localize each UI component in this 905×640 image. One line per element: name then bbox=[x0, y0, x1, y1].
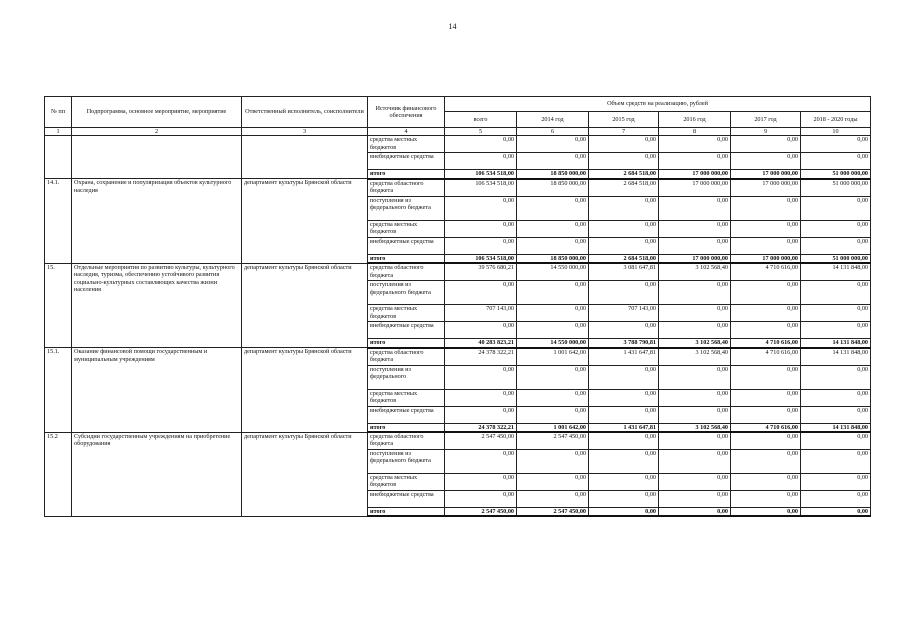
amount-cell: 0,00 bbox=[731, 281, 801, 305]
amount-cell: 0,00 bbox=[659, 450, 731, 474]
header-source: Источник финансового обеспечения bbox=[368, 97, 445, 128]
amount-cell: 707 143,00 bbox=[445, 305, 517, 322]
amount-cell: 0,00 bbox=[731, 406, 801, 423]
year-header: 2018 - 2020 годы bbox=[801, 112, 871, 128]
column-index: 8 bbox=[659, 128, 731, 136]
amount-cell: 1 001 642,00 bbox=[517, 423, 589, 432]
amount-cell: 0,00 bbox=[731, 432, 801, 450]
amount-cell: 0,00 bbox=[445, 491, 517, 508]
amount-cell: 0,00 bbox=[731, 196, 801, 220]
column-index: 4 bbox=[368, 128, 445, 136]
amount-cell: 14 131 848,00 bbox=[801, 348, 871, 366]
amount-cell: 0,00 bbox=[589, 237, 659, 254]
amount-cell: 0,00 bbox=[445, 474, 517, 491]
amount-cell: 17 000 000,00 bbox=[659, 254, 731, 263]
funding-source: средства местных бюджетов bbox=[368, 136, 445, 153]
amount-cell: 0,00 bbox=[731, 220, 801, 237]
amount-cell: 4 710 616,00 bbox=[731, 423, 801, 432]
funding-source: средства областного бюджета bbox=[368, 432, 445, 450]
amount-cell: 24 378 322,21 bbox=[445, 348, 517, 366]
column-index: 9 bbox=[731, 128, 801, 136]
amount-cell: 0,00 bbox=[517, 389, 589, 406]
amount-cell: 0,00 bbox=[731, 474, 801, 491]
amount-cell: 0,00 bbox=[517, 406, 589, 423]
funding-source: поступления из федерального бюджета bbox=[368, 196, 445, 220]
table-row bbox=[45, 136, 871, 153]
amount-cell: 2 684 518,00 bbox=[589, 254, 659, 263]
amount-cell: 0,00 bbox=[659, 237, 731, 254]
amount-cell: 0,00 bbox=[659, 196, 731, 220]
row-number: 15.1. bbox=[45, 348, 72, 432]
amount-cell: 18 850 000,00 bbox=[517, 254, 589, 263]
amount-cell: 0,00 bbox=[517, 491, 589, 508]
column-index: 7 bbox=[589, 128, 659, 136]
amount-cell: 0,00 bbox=[801, 196, 871, 220]
amount-cell: 39 576 680,21 bbox=[445, 263, 517, 281]
year-header: всего bbox=[445, 112, 517, 128]
amount-cell: 0,00 bbox=[589, 406, 659, 423]
amount-cell: 0,00 bbox=[589, 136, 659, 153]
amount-cell: 2 547 450,00 bbox=[517, 508, 589, 517]
amount-cell: 0,00 bbox=[659, 389, 731, 406]
year-header: 2014 год bbox=[517, 112, 589, 128]
amount-cell: 0,00 bbox=[589, 474, 659, 491]
amount-cell: 0,00 bbox=[445, 450, 517, 474]
column-index: 10 bbox=[801, 128, 871, 136]
amount-cell: 0,00 bbox=[445, 136, 517, 153]
amount-cell: 17 000 000,00 bbox=[731, 179, 801, 197]
amount-cell: 0,00 bbox=[445, 196, 517, 220]
amount-cell: 3 788 790,81 bbox=[589, 339, 659, 348]
row-executor bbox=[242, 136, 368, 179]
header-volume: Объем средств на реализацию, рублей bbox=[445, 97, 871, 112]
header-num: № пп bbox=[45, 97, 72, 128]
row-executor: департамент культуры Брянской области bbox=[242, 348, 368, 432]
amount-cell: 0,00 bbox=[589, 491, 659, 508]
amount-cell: 0,00 bbox=[731, 491, 801, 508]
amount-cell: 0,00 bbox=[801, 136, 871, 153]
amount-cell: 0,00 bbox=[659, 305, 731, 322]
amount-cell: 14 550 000,00 bbox=[517, 263, 589, 281]
amount-cell: 0,00 bbox=[801, 305, 871, 322]
funding-source: средства областного бюджета bbox=[368, 348, 445, 366]
amount-cell: 0,00 bbox=[589, 322, 659, 339]
amount-cell: 4 710 616,00 bbox=[731, 339, 801, 348]
amount-cell: 18 850 000,00 bbox=[517, 179, 589, 197]
row-title: Охрана, сохранение и популяризация объектов культурного наследия bbox=[72, 179, 242, 263]
amount-cell: 2 547 450,00 bbox=[445, 432, 517, 450]
amount-cell: 14 131 848,00 bbox=[801, 263, 871, 281]
amount-cell: 0,00 bbox=[801, 220, 871, 237]
amount-cell: 0,00 bbox=[445, 389, 517, 406]
funding-source: средства областного бюджета bbox=[368, 263, 445, 281]
row-number: 15. bbox=[45, 263, 72, 347]
amount-cell: 0,00 bbox=[517, 322, 589, 339]
row-title: Отдельные мероприятия по развитию культуры, культурного наследия, туризма, обеспечению устойчивого развития социально-культурных составляющих качества жизни населения bbox=[72, 263, 242, 347]
amount-cell: 0,00 bbox=[589, 508, 659, 517]
amount-cell: 14 131 848,00 bbox=[801, 423, 871, 432]
amount-cell: 0,00 bbox=[801, 365, 871, 389]
funding-source: внебюджетные средства bbox=[368, 237, 445, 254]
table-row bbox=[45, 432, 871, 450]
header-program: Подпрограмма, основное мероприятие, мероприятие bbox=[72, 97, 242, 128]
column-index: 5 bbox=[445, 128, 517, 136]
funding-source: средства местных бюджетов bbox=[368, 389, 445, 406]
amount-cell: 40 283 823,21 bbox=[445, 339, 517, 348]
amount-cell: 0,00 bbox=[589, 365, 659, 389]
amount-cell: 0,00 bbox=[659, 406, 731, 423]
amount-cell: 0,00 bbox=[731, 450, 801, 474]
amount-cell: 0,00 bbox=[801, 508, 871, 517]
amount-cell: 14 131 848,00 bbox=[801, 339, 871, 348]
amount-cell: 0,00 bbox=[517, 365, 589, 389]
amount-cell: 0,00 bbox=[731, 389, 801, 406]
row-number: 14.1. bbox=[45, 179, 72, 263]
amount-cell: 0,00 bbox=[731, 508, 801, 517]
amount-cell: 17 000 000,00 bbox=[731, 170, 801, 179]
year-header: 2016 год bbox=[659, 112, 731, 128]
amount-cell: 2 684 518,00 bbox=[589, 170, 659, 179]
amount-cell: 0,00 bbox=[659, 136, 731, 153]
amount-cell: 0,00 bbox=[659, 491, 731, 508]
funding-source: внебюджетные средства bbox=[368, 322, 445, 339]
amount-cell: 0,00 bbox=[659, 365, 731, 389]
funding-source: итого bbox=[368, 423, 445, 432]
amount-cell: 3 081 647,81 bbox=[589, 263, 659, 281]
amount-cell: 0,00 bbox=[445, 237, 517, 254]
column-index: 3 bbox=[242, 128, 368, 136]
row-title: Субсидии государственным учреждениям на приобретение оборудования bbox=[72, 432, 242, 516]
funding-source: итого bbox=[368, 170, 445, 179]
amount-cell: 0,00 bbox=[659, 322, 731, 339]
table-row bbox=[45, 263, 871, 281]
row-executor: департамент культуры Брянской области bbox=[242, 179, 368, 263]
amount-cell: 0,00 bbox=[801, 281, 871, 305]
amount-cell: 0,00 bbox=[589, 389, 659, 406]
amount-cell: 17 000 000,00 bbox=[731, 254, 801, 263]
table-header bbox=[45, 97, 871, 136]
funding-source: поступления из федерального bbox=[368, 365, 445, 389]
amount-cell: 0,00 bbox=[801, 322, 871, 339]
row-title bbox=[72, 136, 242, 179]
amount-cell: 0,00 bbox=[589, 196, 659, 220]
amount-cell: 17 000 000,00 bbox=[659, 170, 731, 179]
amount-cell: 17 000 000,00 bbox=[659, 179, 731, 197]
amount-cell: 106 534 518,00 bbox=[445, 170, 517, 179]
amount-cell: 1 431 647,81 bbox=[589, 423, 659, 432]
amount-cell: 0,00 bbox=[731, 237, 801, 254]
funding-source: средства местных бюджетов bbox=[368, 305, 445, 322]
amount-cell: 0,00 bbox=[801, 432, 871, 450]
row-number bbox=[45, 136, 72, 179]
amount-cell: 0,00 bbox=[517, 196, 589, 220]
year-header: 2017 год bbox=[731, 112, 801, 128]
amount-cell: 0,00 bbox=[659, 153, 731, 170]
amount-cell: 51 000 000,00 bbox=[801, 254, 871, 263]
amount-cell: 0,00 bbox=[589, 281, 659, 305]
amount-cell: 0,00 bbox=[659, 432, 731, 450]
amount-cell: 0,00 bbox=[517, 136, 589, 153]
amount-cell: 0,00 bbox=[801, 474, 871, 491]
amount-cell: 0,00 bbox=[659, 281, 731, 305]
amount-cell: 0,00 bbox=[801, 491, 871, 508]
amount-cell: 0,00 bbox=[731, 305, 801, 322]
funding-source: средства местных бюджетов bbox=[368, 474, 445, 491]
amount-cell: 3 102 568,40 bbox=[659, 263, 731, 281]
amount-cell: 3 102 568,40 bbox=[659, 339, 731, 348]
amount-cell: 0,00 bbox=[801, 389, 871, 406]
row-title: Оказание финансовой помощи государственным и муниципальным учреждениям bbox=[72, 348, 242, 432]
amount-cell: 0,00 bbox=[589, 450, 659, 474]
funding-source: внебюджетные средства bbox=[368, 491, 445, 508]
amount-cell: 0,00 bbox=[517, 474, 589, 491]
amount-cell: 0,00 bbox=[517, 220, 589, 237]
amount-cell: 1 001 642,00 bbox=[517, 348, 589, 366]
amount-cell: 0,00 bbox=[801, 406, 871, 423]
amount-cell: 2 547 450,00 bbox=[445, 508, 517, 517]
amount-cell: 0,00 bbox=[445, 153, 517, 170]
column-index: 6 bbox=[517, 128, 589, 136]
row-executor: департамент культуры Брянской области bbox=[242, 263, 368, 347]
amount-cell: 24 378 322,21 bbox=[445, 423, 517, 432]
amount-cell: 4 710 616,00 bbox=[731, 348, 801, 366]
table-row bbox=[45, 348, 871, 366]
amount-cell: 0,00 bbox=[731, 153, 801, 170]
column-index: 1 bbox=[45, 128, 72, 136]
amount-cell: 4 710 616,00 bbox=[731, 263, 801, 281]
table-body bbox=[45, 136, 871, 517]
amount-cell: 51 000 000,00 bbox=[801, 179, 871, 197]
row-executor: департамент культуры Брянской области bbox=[242, 432, 368, 516]
amount-cell: 106 534 518,00 bbox=[445, 179, 517, 197]
amount-cell: 0,00 bbox=[445, 281, 517, 305]
amount-cell: 0,00 bbox=[589, 153, 659, 170]
funding-source: итого bbox=[368, 254, 445, 263]
amount-cell: 0,00 bbox=[659, 508, 731, 517]
amount-cell: 0,00 bbox=[445, 406, 517, 423]
amount-cell: 0,00 bbox=[517, 237, 589, 254]
budget-table bbox=[44, 96, 871, 517]
amount-cell: 0,00 bbox=[445, 220, 517, 237]
amount-cell: 2 547 450,00 bbox=[517, 432, 589, 450]
funding-source: средства областного бюджета bbox=[368, 179, 445, 197]
funding-source: средства местных бюджетов bbox=[368, 220, 445, 237]
amount-cell: 707 143,00 bbox=[589, 305, 659, 322]
table-row bbox=[45, 179, 871, 197]
amount-cell: 2 684 518,00 bbox=[589, 179, 659, 197]
amount-cell: 0,00 bbox=[801, 450, 871, 474]
amount-cell: 0,00 bbox=[445, 322, 517, 339]
amount-cell: 0,00 bbox=[517, 153, 589, 170]
amount-cell: 1 431 647,81 bbox=[589, 348, 659, 366]
column-index: 2 bbox=[72, 128, 242, 136]
year-header: 2015 год bbox=[589, 112, 659, 128]
amount-cell: 0,00 bbox=[731, 136, 801, 153]
header-executor: Ответственный исполнитель, соисполнители bbox=[242, 97, 368, 128]
amount-cell: 0,00 bbox=[517, 281, 589, 305]
amount-cell: 3 102 568,40 bbox=[659, 348, 731, 366]
amount-cell: 18 850 000,00 bbox=[517, 170, 589, 179]
funding-source: итого bbox=[368, 339, 445, 348]
amount-cell: 3 102 568,40 bbox=[659, 423, 731, 432]
row-number: 15.2 bbox=[45, 432, 72, 516]
funding-source: итого bbox=[368, 508, 445, 517]
amount-cell: 0,00 bbox=[801, 153, 871, 170]
amount-cell: 0,00 bbox=[517, 450, 589, 474]
amount-cell: 0,00 bbox=[445, 365, 517, 389]
amount-cell: 14 550 000,00 bbox=[517, 339, 589, 348]
amount-cell: 0,00 bbox=[659, 220, 731, 237]
amount-cell: 0,00 bbox=[659, 474, 731, 491]
funding-source: внебюджетные средства bbox=[368, 406, 445, 423]
amount-cell: 51 000 000,00 bbox=[801, 170, 871, 179]
amount-cell: 0,00 bbox=[731, 365, 801, 389]
amount-cell: 0,00 bbox=[731, 322, 801, 339]
amount-cell: 0,00 bbox=[801, 237, 871, 254]
amount-cell: 0,00 bbox=[589, 220, 659, 237]
amount-cell: 0,00 bbox=[589, 432, 659, 450]
amount-cell: 0,00 bbox=[517, 305, 589, 322]
index-row bbox=[45, 128, 871, 136]
funding-source: поступления из федерального бюджета bbox=[368, 450, 445, 474]
page-number: 14 bbox=[448, 22, 457, 31]
amount-cell: 106 534 518,00 bbox=[445, 254, 517, 263]
funding-source: внебюджетные средства bbox=[368, 153, 445, 170]
funding-source: поступления из федерального бюджета bbox=[368, 281, 445, 305]
